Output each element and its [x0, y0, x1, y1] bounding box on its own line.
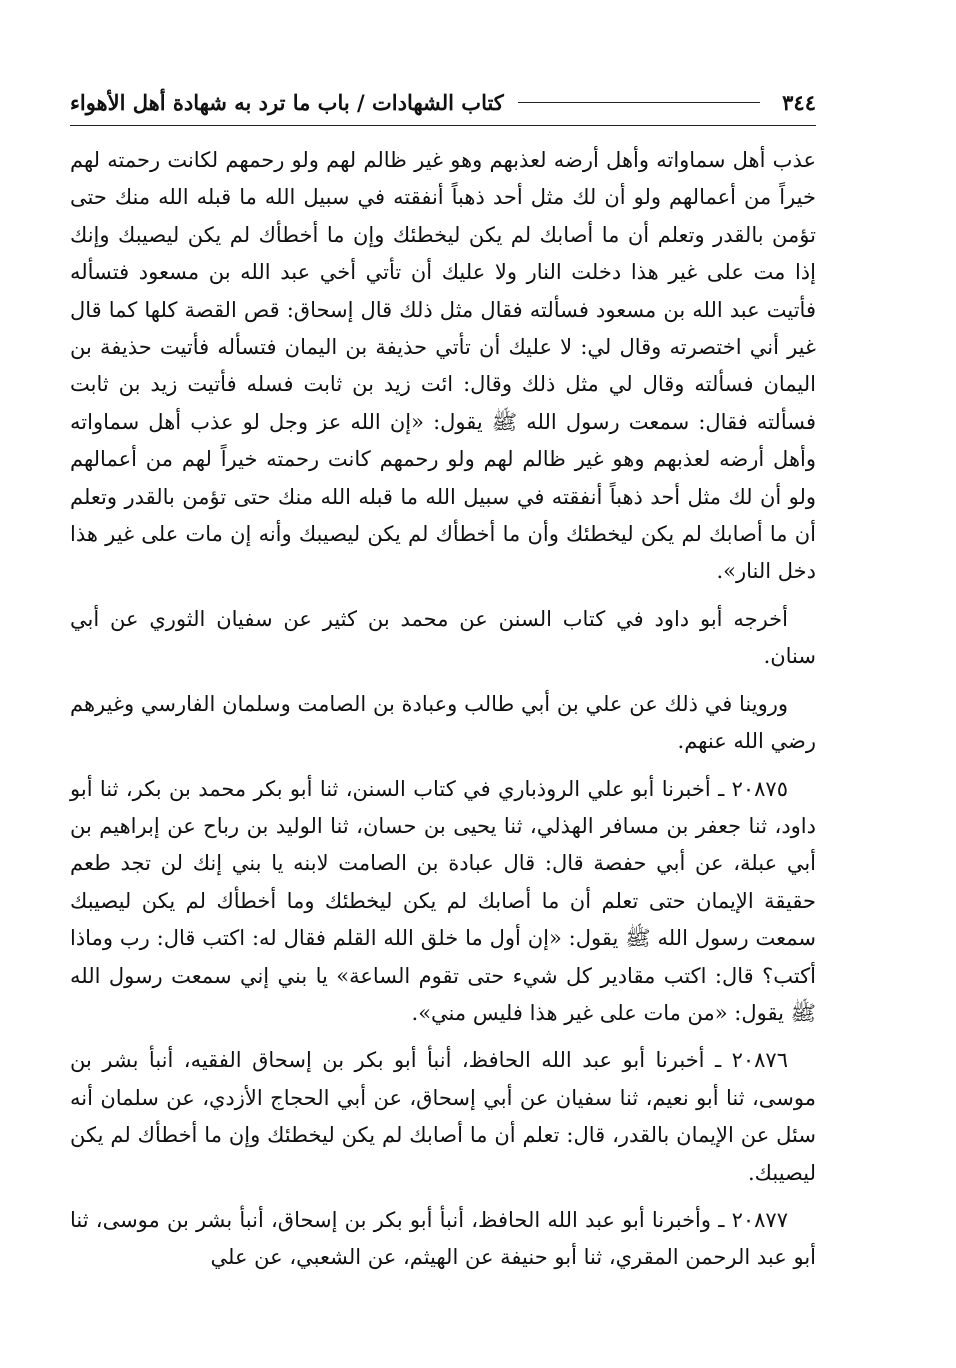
paragraph-takhrij: أخرجه أبو داود في كتاب السنن عن محمد بن كثير عن سفيان الثوري عن أبي سنان. [70, 606, 816, 669]
header-divider [70, 125, 816, 126]
main-text [70, 142, 816, 1287]
hadith-20876: ٢٠٨٧٦ ـ أخبرنا أبو عبد الله الحافظ، أنبأ أبو بكر بن إسحاق الفقيه، أنبأ بشر بن موسى، ثنا أبو نعيم، ثنا سفيان عن أبي إسحاق، عن أبي الحجاج الأزدي، عن سلمان أنه سئل عن الإيمان بالقدر، قال: تعلم أن ما أصابك لم يكن ليخطئك وإن ما أخطأك لم يكن ليصيبك. [70, 1048, 816, 1185]
running-header [70, 80, 816, 124]
page-number: ٣٤٤ [782, 89, 816, 115]
header-title: كتاب الشهادات / باب ما ترد به شهادة أهل الأهواء [70, 89, 504, 115]
paragraph-continuation: عذب أهل سماواته وأهل أرضه لعذبهم وهو غير ظالم لهم ولو رحمهم لكانت رحمته لهم خيراً من أعمالهم ولو أن لك مثل أحد ذهباً أنفقته في سبيل الله ما قبله الله منك حتى تؤمن بالقدر وتعلم أن ما أصابك لم يكن ليخطئك وإن ما أخطأك لم يكن ليصيبك وإنك إذا مت على غير هذا دخلت النار ولا عليك أن تأتي أخي عبد الله بن مسعود فتسأله فأتيت عبد الله بن مسعود فسألته فقال مثل ذلك قال إسحاق: قص القصة كلها كما قال غير أني اختصرته وقال لي: لا عليك أن تأتي حذيفة بن اليمان فتسأله فأتيت حذيفة بن اليمان فسألته وقال لي مثل ذلك وقال: ائت زيد بن ثابت فسله فأتيت زيد بن ثابت فسألته فقال: سمعت رسول الله ﷺ يقول: «إن الله عز وجل لو عذب أهل سماواته وأهل أرضه لعذبهم وهو غير ظالم لهم ولو رحمهم كانت رحمته خيراً لهم من أعمالهم ولو أن لك مثل أحد ذهباً أنفقته في سبيل الله ما قبله الله منك حتى تؤمن بالقدر وتعلم أن ما أصابك لم يكن ليخطئك وأن ما أخطأك لم يكن ليصيبك وأنه إن مات على غير هذا دخل النار». [70, 148, 816, 584]
paragraph-riwayat: وروينا في ذلك عن علي بن أبي طالب وعبادة بن الصامت وسلمان الفارسي وغيرهم رضي الله عنهم. [70, 691, 816, 754]
header-rule [518, 102, 760, 103]
hadith-20875: ٢٠٨٧٥ ـ أخبرنا أبو علي الروذباري في كتاب السنن، ثنا أبو بكر محمد بن بكر، ثنا أبو داود، ثنا جعفر بن مسافر الهذلي، ثنا يحيى بن حسان، ثنا الوليد بن رباح عن إبراهيم بن أبي عبلة، عن أبي حفصة قال: قال عبادة بن الصامت لابنه يا بني إنك لن تجد طعم حقيقة الإيمان حتى تعلم أن ما أصابك لم يكن ليخطئك وما أخطأك لم يكن ليصيبك سمعت رسول الله ﷺ يقول: «إن أول ما خلق الله القلم فقال له: اكتب قال: رب وماذا أكتب؟ قال: اكتب مقادير كل شيء حتى تقوم الساعة» يا بني إني سمعت رسول الله ﷺ يقول: «من مات على غير هذا فليس مني». [70, 776, 816, 1025]
hadith-20877: ٢٠٨٧٧ ـ وأخبرنا أبو عبد الله الحافظ، أنبأ أبو بكر بن إسحاق، أنبأ بشر بن موسى، ثنا أبو عبد الرحمن المقري، ثنا أبو حنيفة عن الهيثم، عن الشعبي، عن علي [70, 1207, 816, 1270]
